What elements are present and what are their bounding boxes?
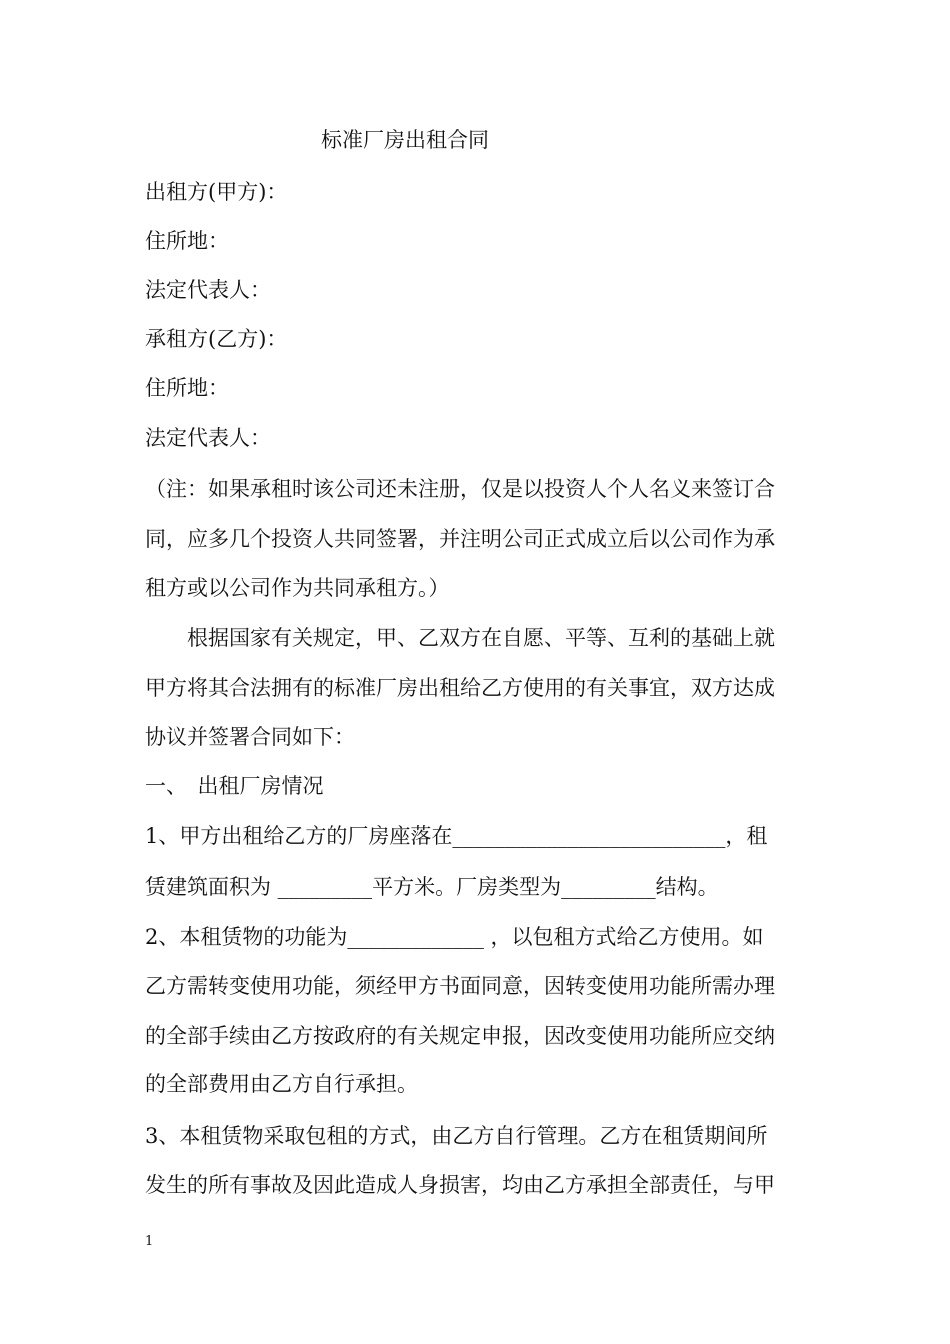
text-line: 根据国家有关规定，甲、乙双方在自愿、平等、互利的基础上就 (145, 626, 775, 650)
text-line: 法定代表人： (145, 278, 271, 302)
text-line: 同，应多几个投资人共同签署，并注明公司正式成立后以公司作为承 (145, 527, 775, 551)
text-line: 住所地： (145, 229, 229, 253)
text-line: 承租方(乙方)： (145, 327, 288, 351)
text-line: 1、甲方出租给乙方的厂房座落在__________________________，租 (145, 824, 768, 848)
text-line: 发生的所有事故及因此造成人身损害，均由乙方承担全部责任，与甲 (145, 1173, 775, 1197)
text-line: 住所地： (145, 376, 229, 400)
text-line: 2、本租赁物的功能为_____________ ，以包租方式给乙方使用。如 (145, 925, 764, 949)
text-line: （注：如果承租时该公司还未注册，仅是以投资人个人名义来签订合 (145, 477, 775, 501)
text-line: 出租方(甲方)： (145, 180, 288, 204)
text-line: 法定代表人： (145, 426, 271, 450)
text-line: 的全部手续由乙方按政府的有关规定申报，因改变使用功能所应交纳 (145, 1024, 775, 1048)
section-heading: 一、 出租厂房情况 (145, 774, 324, 798)
text-line: 的全部费用由乙方自行承担。 (145, 1072, 418, 1096)
document-title: 标准厂房出租合同 (321, 128, 489, 152)
text-line: 赁建筑面积为 _________平方米。厂房类型为_________结构。 (145, 875, 719, 899)
text-line: 租方或以公司作为共同承租方。） (145, 576, 450, 600)
text-line: 甲方将其合法拥有的标准厂房出租给乙方使用的有关事宜，双方达成 (145, 676, 775, 700)
text-line: 协议并签署合同如下： (145, 725, 355, 749)
text-line: 乙方需转变使用功能，须经甲方书面同意，因转变使用功能所需办理 (145, 974, 775, 998)
text-line: 3、本租赁物采取包租的方式，由乙方自行管理。乙方在租赁期间所 (145, 1124, 768, 1148)
page-number: 1 (145, 1234, 154, 1249)
